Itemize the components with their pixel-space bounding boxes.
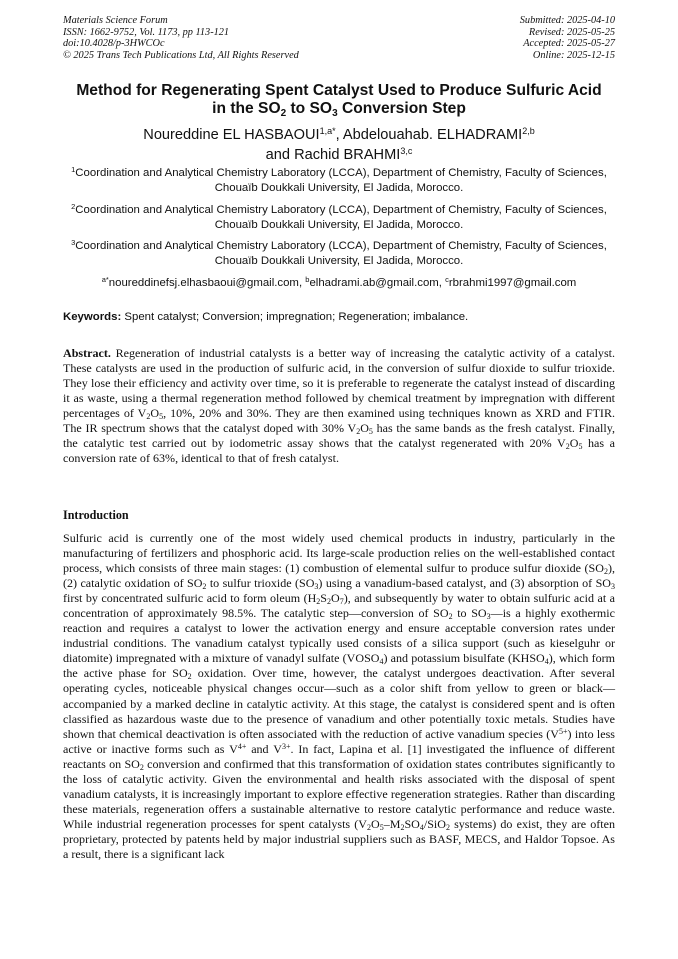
title-line-1: Method for Regenerating Spent Catalyst Used to Produce Sulfuric Acid	[76, 82, 602, 99]
abstract-label: Abstract.	[63, 346, 111, 360]
author-3: Rachid BRAHMI	[294, 147, 401, 163]
affiliation-3: $^3$Coordination and Analytical Chemistry Laboratory (LCCA), Department of Chemistry, Faculty of Sciences, Chouaïb Doukkali University, El Jadida, Morocco.	[71, 238, 607, 267]
affiliation-2: $^2$Coordination and Analytical Chemistry Laboratory (LCCA), Department of Chemistry, Faculty of Sciences, Chouaïb Doukkali University, El Jadida, Morocco.	[71, 202, 607, 231]
keywords-label: Keywords:	[63, 311, 122, 323]
dates-info	[520, 15, 615, 61]
email-link-b[interactable]: elhadrami.ab@gmail.com	[309, 277, 439, 289]
journal-name: Materials Science Forum	[63, 15, 168, 26]
author-1: Noureddine EL HASBAOUI	[143, 127, 320, 143]
title-line-2: in the $SO_2$ to $SO_3$ Conversion Step	[212, 100, 466, 119]
introduction-paragraph: Sulfuric acid is currently one of the most widely used chemical products in industry, particularly in the manufacturing of fertilizers and phosphoric acid. Its large-scale production relies on the well-established contact process, which consists of three main stages: (1) combustion of elemental sulfur to produce sulfur dioxide $(SO_2)$, (2) catalytic oxidation of $SO_2$ to sulfur trioxide $(SO_3)$ using a vanadium-based catalyst, and (3) absorption of $SO_3$ first by concentrated sulfuric acid to form oleum $(H_2S_2O_7)$, and subsequently by water to obtain sulfuric acid at a concentration of approximately 98.5%. The catalytic step—conversion of $SO_2$ to $SO_3—is$ a highly exothermic reaction and requires a catalyst to lower the activation energy and ensure acceptable conversion rates under industrial conditions. The vanadium catalyst typically used consists of a silica support (such as kieselguhr or diatomite) impregnated with a mixture of vanadyl sulfate $(VOSO_4)$ and potassium bisulfate $(KHSO_4)$, which form the active phase for $SO_2$ oxidation. Over time, however, the catalyst undergoes deactivation. After several operating cycles, noticeable physical changes occur—such as a color shift from yellow to green or black—accompanied by a marked decline in catalytic activity. At this stage, the catalyst is considered spent and is often classified as hazardous waste due to the presence of vanadium and other potentially toxic metals. Studies have shown that chemical deactivation is often associated with the reduction of active vanadium species $(V^{5+})$ into less active or inactive forms such as $V^{4+}$ and $V^{3+}$. In fact, Lapina et al. [1] investigated the influence of different reactants on $SO_2$ conversion and confirmed that this transformation of oxidation states contributes significantly to the loss of catalytic activity. Given the environmental and health risks associated with the disposal of spent vanadium catalysts, it is increasingly important to explore effective regeneration strategies. Rather than discarding these materials, regeneration offers a sustainable alternative to restore catalytic performance and reduce waste. While industrial regeneration processes for spent catalysts ($V_2O_5-M_2SO_4/SiO_2$ systems) do exist, they are often proprietary, protected by patents held by major industrial suppliers such as BASF, MECS, and Haldor Topsoe. As a result, there is a significant lack	[63, 531, 616, 861]
revised-date: Revised: 2025-05-25	[528, 26, 615, 38]
keywords	[63, 310, 615, 324]
doi-line[interactable]: doi:10.4028/p-3HWCOc	[63, 38, 165, 50]
submitted-date: Submitted: 2025-04-10	[519, 15, 615, 26]
accepted-date: Accepted: 2025-05-27	[523, 38, 615, 50]
journal-info	[63, 15, 299, 61]
issn-line: ISSN: 1662-9752, Vol. 1173, pp 113-121	[63, 26, 230, 38]
affiliation-1: $^1$Coordination and Analytical Chemistry Laboratory (LCCA), Department of Chemistry, Faculty of Sciences, Chouaïb Doukkali University, El Jadida, Morocco.	[71, 165, 607, 194]
abstract-paragraph: Abstract. Regeneration of industrial catalysts is a better way of increasing the catalytic activity of a catalyst. These catalysts are used in the production of sulfuric acid, in the conversion of sulfur dioxide to sulfur trioxide. They lose their efficiency and activity over time, so it is preferable to regenerate the catalyst instead of discarding it as waste, using a thermal regeneration method followed by chemical treatment by impregnation with different percentages of $V_2O_5$, 10%, 20% and 30%. They are then examined using techniques known as XRD and FTIR. The IR spectrum shows that the catalyst doped with 30% $V_2O_5$ has the same bands as the fresh catalyst. Finally, the catalytic test carried out by iodometric assay shows that the catalyst regenerated with 20% $V_2O_5$ has a conversion rate of 63%, identical to that of fresh catalyst.	[63, 346, 615, 466]
author-emails: $^{a*}$noureddinefsj.elhasbaoui@gmail.com, $^b$elhadrami.ab@gmail.com, $^c$rbrahmi1997@gmail.com	[101, 275, 577, 289]
copyright-line: © 2025 Trans Tech Publications Ltd, All Rights Reserved	[63, 49, 299, 61]
email-link-c[interactable]: rbrahmi1997@gmail.com	[448, 277, 577, 289]
online-date: Online: 2025-12-15	[532, 49, 615, 61]
paper-title	[40, 82, 638, 118]
keywords-text: Spent catalyst; Conversion; impregnation; Regeneration; imbalance.	[121, 311, 469, 323]
author-2: Abdelouahab. ELHADRAMI	[342, 127, 523, 143]
author-list: Noureddine EL $HASBAOUI^{1,a*}$, Abdelouahab. ELHADRAMI$^{2,b}$ and Rachid BRAHMI$^{3,c}$	[143, 126, 535, 163]
email-link-a[interactable]: noureddinefsj.elhasbaoui@gmail.com	[108, 277, 299, 289]
introduction-heading: Introduction	[63, 508, 129, 522]
